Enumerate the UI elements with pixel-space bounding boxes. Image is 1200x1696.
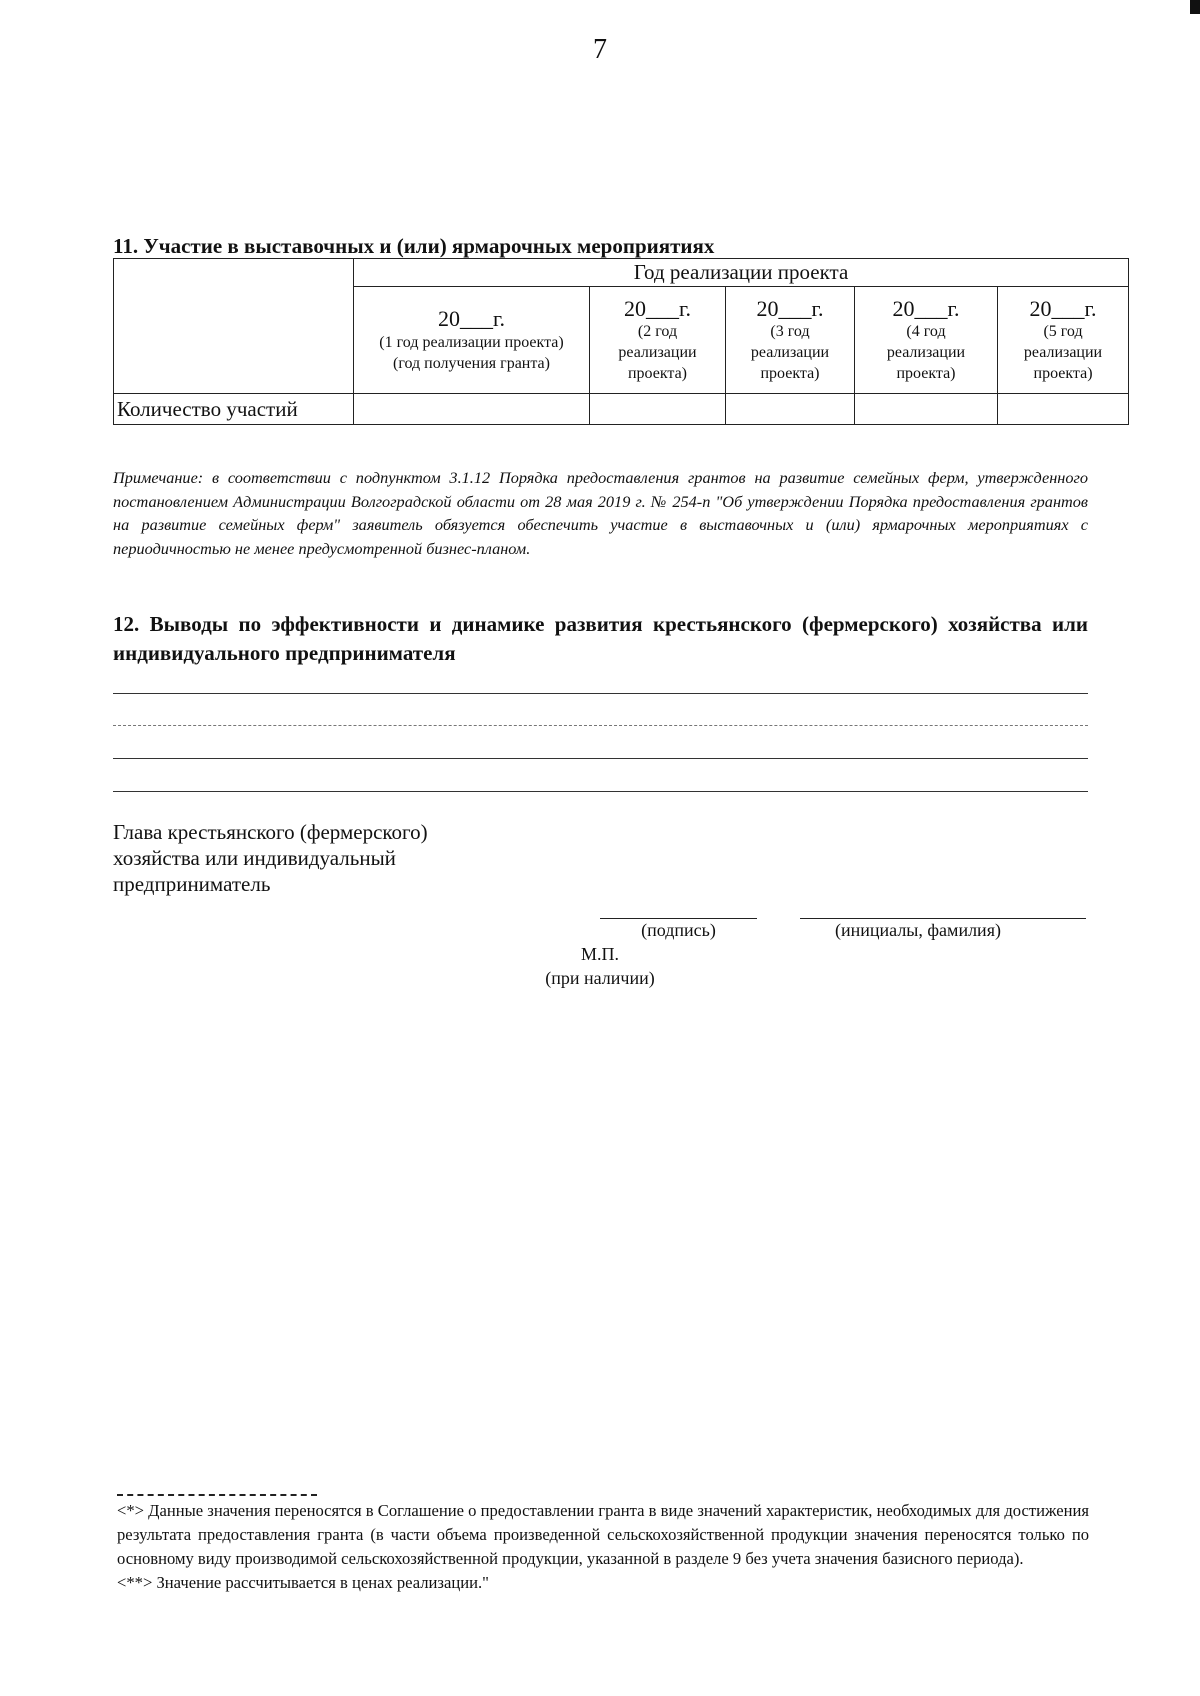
farm-head-line: хозяйства или индивидуальный [113,846,396,870]
year-desc: реализации [750,343,830,361]
year-desc: (5 год [1043,322,1083,340]
signature-caption: (подпись) [641,920,716,940]
year-desc: проекта) [896,364,956,382]
year-desc: (1 год реализации проекта) [379,334,564,351]
stamp-label: М.П. [580,944,619,964]
note-paragraph: Примечание: в соответствии с подпунктом 3.1.12 Порядка предоставления грантов на развитие семейных ферм, утвержденного постановлением Администрации Волгоградской области от 28 мая 2019 г. № 254-п "Об утверждении Порядка предоставления грантов на развитие семейных ферм" заявитель обязуется обеспечить участие в выставочных и (или) ярмарочных мероприятиях с периодичностью не менее предусмотренной бизнес-планом. [113,468,1088,558]
table-cell[interactable] [590,394,726,425]
answer-line[interactable] [113,791,1088,792]
year-desc: (2 год [637,322,678,340]
footnote-separator [117,1494,317,1496]
year-header-1 [354,287,590,394]
year-value: 20___г. [1029,295,1097,321]
year-value: 20___г. [623,295,692,321]
year-header-2 [590,287,726,394]
year-desc: реализации [886,343,966,361]
year-desc: проекта) [627,364,688,382]
table-corner-cell [114,259,354,394]
answer-line[interactable] [113,725,1088,726]
year-value: 20___г. [437,306,506,331]
year-desc: (4 год [906,322,946,340]
stamp-note: (при наличии) [545,968,655,988]
footnote-2: <**> Значение рассчитывается в ценах реализации." [117,1573,489,1592]
scan-edge-mark [1190,0,1200,14]
name-line[interactable] [800,918,1086,919]
year-desc: реализации [1023,343,1103,361]
page-number: 7 [593,34,607,65]
table-group-header: Год реализации проекта [354,259,1129,287]
participation-table [113,258,1129,425]
year-header-4 [855,287,998,394]
year-value: 20___г. [756,295,824,321]
farm-head-line: Глава крестьянского (фермерского) [113,820,428,844]
section-11-title: 11. Участие в выставочных и (или) ярмарочных мероприятиях [113,234,715,258]
table-cell[interactable] [998,394,1129,425]
footnote-1: <*> Данные значения переносятся в Соглашение о предоставлении гранта в виде значений характеристик, необходимых для достижения результата предоставления гранта (в части объема произведенной сельскохозяйственной продукции значения переносятся только по основному виду производимой сельскохозяйственной продукции, указанной в разделе 9 без учета значения базисного периода). [117,1501,1089,1568]
table-cell[interactable] [855,394,998,425]
table-cell[interactable] [726,394,855,425]
footnotes [117,1499,1089,1595]
section-12-title: 12. Выводы по эффективности и динамике развития крестьянского (фермерского) хозяйства или индивидуального предпринимателя [113,612,1088,665]
answer-line[interactable] [113,693,1088,694]
year-desc: (год получения гранта) [393,355,550,372]
year-header-3 [726,287,855,394]
signature-line[interactable] [600,918,757,919]
year-desc: проекта) [1033,364,1093,382]
name-caption: (инициалы, фамилия) [835,920,1001,940]
farm-head-line: предприниматель [113,872,271,896]
table-cell[interactable] [354,394,590,425]
year-value: 20___г. [892,295,960,321]
year-header-5 [998,287,1129,394]
row-label-participations: Количество участий [114,394,354,425]
farm-head-label [113,819,428,897]
year-desc: (3 год [770,322,810,340]
answer-line[interactable] [113,758,1088,759]
year-desc: реализации [618,343,697,361]
year-desc: проекта) [760,364,820,382]
